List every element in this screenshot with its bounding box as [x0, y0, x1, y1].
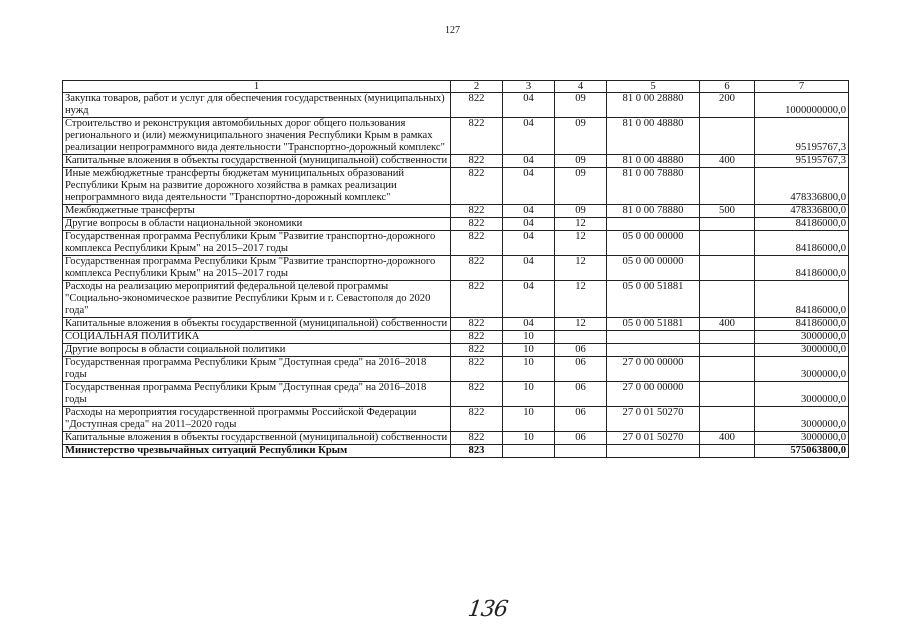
- row-name-cell: Государственная программа Республики Крым "Доступная среда" на 2016–2018 годы: [63, 357, 451, 382]
- table-row: [63, 205, 849, 218]
- table-row: [63, 281, 849, 318]
- row-target-article-cell: 81 0 00 78880: [607, 205, 700, 218]
- row-section-cell: 04: [503, 256, 555, 281]
- table-body: [63, 93, 849, 458]
- column-header: 3: [503, 81, 555, 93]
- row-section-cell: 04: [503, 231, 555, 256]
- row-amount-cell: 95195767,3: [755, 118, 849, 155]
- row-code-cell: 822: [451, 205, 503, 218]
- row-amount-cell: 3000000,0: [755, 357, 849, 382]
- row-subsection-cell: 12: [555, 318, 607, 331]
- row-name-cell: Расходы на мероприятия государственной программы Российской Федерации "Доступная среда" на 2011–2020 годы: [63, 407, 451, 432]
- row-section-cell: 10: [503, 331, 555, 344]
- row-subsection-cell: 09: [555, 93, 607, 118]
- table-row: [63, 318, 849, 331]
- row-section-cell: 04: [503, 205, 555, 218]
- row-amount-cell: 84186000,0: [755, 218, 849, 231]
- row-expense-type-cell: [700, 331, 755, 344]
- row-code-cell: 822: [451, 331, 503, 344]
- row-target-article-cell: [607, 445, 700, 458]
- table-row: [63, 432, 849, 445]
- row-target-article-cell: 27 0 00 00000: [607, 357, 700, 382]
- row-expense-type-cell: 400: [700, 432, 755, 445]
- row-subsection-cell: 09: [555, 168, 607, 205]
- row-name-cell: Государственная программа Республики Крым "Развитие транспортно-дорожного комплекса Республики Крым" на 2015–2017 годы: [63, 256, 451, 281]
- row-subsection-cell: 12: [555, 231, 607, 256]
- row-code-cell: 822: [451, 357, 503, 382]
- row-subsection-cell: 09: [555, 118, 607, 155]
- row-name-cell: Государственная программа Республики Крым "Развитие транспортно-дорожного комплекса Республики Крым" на 2015–2017 годы: [63, 231, 451, 256]
- row-subsection-cell: 12: [555, 281, 607, 318]
- table-row: [63, 256, 849, 281]
- table-row: [63, 218, 849, 231]
- row-target-article-cell: [607, 331, 700, 344]
- row-target-article-cell: 81 0 00 48880: [607, 118, 700, 155]
- row-expense-type-cell: [700, 344, 755, 357]
- row-section-cell: 10: [503, 344, 555, 357]
- row-target-article-cell: 05 0 00 51881: [607, 281, 700, 318]
- row-target-article-cell: 05 0 00 51881: [607, 318, 700, 331]
- row-subsection-cell: 06: [555, 432, 607, 445]
- handwritten-page-stamp: 136: [466, 597, 509, 622]
- row-target-article-cell: 27 0 01 50270: [607, 432, 700, 445]
- row-code-cell: 822: [451, 281, 503, 318]
- row-code-cell: 822: [451, 168, 503, 205]
- row-name-cell: Закупка товаров, работ и услуг для обеспечения государственных (муниципальных) нужд: [63, 93, 451, 118]
- row-section-cell: 04: [503, 218, 555, 231]
- row-section-cell: 04: [503, 93, 555, 118]
- row-amount-cell: 3000000,0: [755, 432, 849, 445]
- row-target-article-cell: 27 0 01 50270: [607, 407, 700, 432]
- row-amount-cell: 575063800,0: [755, 445, 849, 458]
- column-header: 2: [451, 81, 503, 93]
- row-section-cell: 10: [503, 407, 555, 432]
- table-row: [63, 357, 849, 382]
- column-header: 7: [755, 81, 849, 93]
- row-amount-cell: 3000000,0: [755, 331, 849, 344]
- row-name-cell: СОЦИАЛЬНАЯ ПОЛИТИКА: [63, 331, 451, 344]
- row-amount-cell: 478336800,0: [755, 205, 849, 218]
- table-row: [63, 331, 849, 344]
- row-expense-type-cell: [700, 118, 755, 155]
- row-subsection-cell: 09: [555, 155, 607, 168]
- row-section-cell: 04: [503, 118, 555, 155]
- row-target-article-cell: [607, 344, 700, 357]
- row-name-cell: Капитальные вложения в объекты государственной (муниципальной) собственности: [63, 432, 451, 445]
- row-target-article-cell: [607, 218, 700, 231]
- row-section-cell: 04: [503, 318, 555, 331]
- row-code-cell: 822: [451, 155, 503, 168]
- row-amount-cell: 478336800,0: [755, 168, 849, 205]
- row-subsection-cell: 06: [555, 407, 607, 432]
- column-header: 1: [63, 81, 451, 93]
- row-section-cell: 04: [503, 281, 555, 318]
- row-name-cell: Государственная программа Республики Крым "Доступная среда" на 2016–2018 годы: [63, 382, 451, 407]
- row-section-cell: 04: [503, 155, 555, 168]
- row-name-cell: Расходы на реализацию мероприятий федеральной целевой программы "Социально-экономическое развитие Республики Крым и г. Севастополя до 2020 года": [63, 281, 451, 318]
- row-expense-type-cell: [700, 218, 755, 231]
- row-target-article-cell: 05 0 00 00000: [607, 256, 700, 281]
- row-subsection-cell: 06: [555, 382, 607, 407]
- row-subsection-cell: 06: [555, 357, 607, 382]
- row-code-cell: 822: [451, 407, 503, 432]
- table-row: [63, 231, 849, 256]
- table-row: [63, 118, 849, 155]
- row-target-article-cell: 81 0 00 28880: [607, 93, 700, 118]
- row-subsection-cell: 12: [555, 218, 607, 231]
- row-section-cell: 04: [503, 168, 555, 205]
- row-target-article-cell: 05 0 00 00000: [607, 231, 700, 256]
- column-header: 6: [700, 81, 755, 93]
- table-row: [63, 445, 849, 458]
- row-section-cell: [503, 445, 555, 458]
- row-name-cell: Капитальные вложения в объекты государственной (муниципальной) собственности: [63, 318, 451, 331]
- row-expense-type-cell: [700, 357, 755, 382]
- row-target-article-cell: 81 0 00 78880: [607, 168, 700, 205]
- column-header: 5: [607, 81, 700, 93]
- row-expense-type-cell: [700, 281, 755, 318]
- row-code-cell: 822: [451, 256, 503, 281]
- row-expense-type-cell: [700, 445, 755, 458]
- row-expense-type-cell: 200: [700, 93, 755, 118]
- row-subsection-cell: 12: [555, 256, 607, 281]
- row-amount-cell: 84186000,0: [755, 281, 849, 318]
- row-name-cell: Другие вопросы в области национальной экономики: [63, 218, 451, 231]
- row-name-cell: Капитальные вложения в объекты государственной (муниципальной) собственности: [63, 155, 451, 168]
- row-subsection-cell: 09: [555, 205, 607, 218]
- row-code-cell: 822: [451, 231, 503, 256]
- row-code-cell: 822: [451, 344, 503, 357]
- row-expense-type-cell: 500: [700, 205, 755, 218]
- row-name-cell: Другие вопросы в области социальной политики: [63, 344, 451, 357]
- row-expense-type-cell: 400: [700, 318, 755, 331]
- row-amount-cell: 95195767,3: [755, 155, 849, 168]
- table-row: [63, 168, 849, 205]
- row-code-cell: 822: [451, 93, 503, 118]
- row-amount-cell: 3000000,0: [755, 344, 849, 357]
- row-code-cell: 822: [451, 432, 503, 445]
- row-section-cell: 10: [503, 432, 555, 445]
- row-amount-cell: 84186000,0: [755, 318, 849, 331]
- page-number: 127: [445, 25, 460, 36]
- row-name-cell: Министерство чрезвычайных ситуаций Республики Крым: [63, 445, 451, 458]
- table-header-row: [63, 81, 849, 93]
- row-expense-type-cell: [700, 231, 755, 256]
- table-row: [63, 407, 849, 432]
- row-amount-cell: 3000000,0: [755, 407, 849, 432]
- table-row: [63, 93, 849, 118]
- row-subsection-cell: [555, 331, 607, 344]
- row-expense-type-cell: [700, 407, 755, 432]
- row-section-cell: 10: [503, 357, 555, 382]
- row-subsection-cell: [555, 445, 607, 458]
- budget-table: [62, 80, 849, 458]
- row-code-cell: 822: [451, 218, 503, 231]
- row-target-article-cell: 27 0 00 00000: [607, 382, 700, 407]
- row-expense-type-cell: [700, 168, 755, 205]
- table-row: [63, 344, 849, 357]
- row-amount-cell: 84186000,0: [755, 256, 849, 281]
- table-row: [63, 382, 849, 407]
- row-expense-type-cell: [700, 256, 755, 281]
- table-row: [63, 155, 849, 168]
- column-header: 4: [555, 81, 607, 93]
- row-name-cell: Межбюджетные трансферты: [63, 205, 451, 218]
- row-expense-type-cell: [700, 382, 755, 407]
- row-name-cell: Строительство и реконструкция автомобильных дорог общего пользования регионального и (или) межмуниципального значения Республики Крым в рамках реализации непрограммного вида деятельности "Транспортно-дорожный комплекс": [63, 118, 451, 155]
- row-code-cell: 822: [451, 318, 503, 331]
- row-code-cell: 822: [451, 382, 503, 407]
- row-expense-type-cell: 400: [700, 155, 755, 168]
- row-code-cell: 823: [451, 445, 503, 458]
- row-target-article-cell: 81 0 00 48880: [607, 155, 700, 168]
- row-amount-cell: 1000000000,0: [755, 93, 849, 118]
- row-amount-cell: 3000000,0: [755, 382, 849, 407]
- row-code-cell: 822: [451, 118, 503, 155]
- row-section-cell: 10: [503, 382, 555, 407]
- row-name-cell: Иные межбюджетные трансферты бюджетам муниципальных образований Республики Крым на развитие дорожного хозяйства в рамках реализации непрограммного вида деятельности "Транспортно-дорожный комплекс": [63, 168, 451, 205]
- row-subsection-cell: 06: [555, 344, 607, 357]
- row-amount-cell: 84186000,0: [755, 231, 849, 256]
